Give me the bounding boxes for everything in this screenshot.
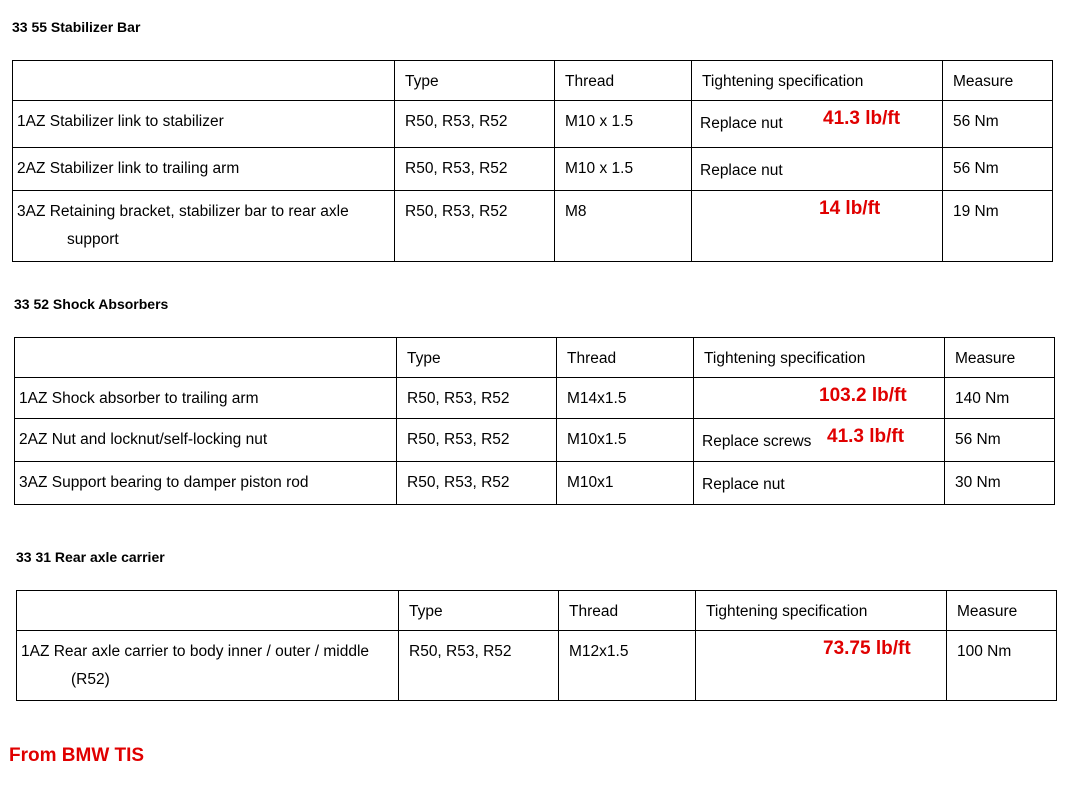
- item-cell: 3AZ Support bearing to damper piston rod: [15, 462, 397, 505]
- header-thread: Thread: [555, 61, 692, 101]
- spec-cell: [692, 191, 943, 262]
- measure-cell: 56 Nm: [943, 101, 1053, 148]
- item-cell: 2AZ Nut and locknut/self-locking nut: [15, 419, 397, 462]
- spec-note: Replace screws: [702, 433, 812, 450]
- spec-cell: [694, 462, 945, 505]
- type-cell: R50, R53, R52: [395, 191, 555, 262]
- item-cell: 3AZ Retaining bracket, stabilizer bar to rear axle support: [13, 191, 395, 262]
- table-header-row: [13, 61, 1053, 101]
- spec-cell: [692, 101, 943, 148]
- measure-cell: 30 Nm: [945, 462, 1055, 505]
- torque-value: 73.75 lb/ft: [823, 638, 911, 659]
- thread-cell: M14x1.5: [557, 378, 694, 419]
- item-cell: 2AZ Stabilizer link to trailing arm: [13, 148, 395, 191]
- section-title-stabilizer-bar: 33 55 Stabilizer Bar: [12, 19, 141, 35]
- header-measure: Measure: [947, 591, 1057, 631]
- table-row: [13, 101, 1053, 148]
- header-thread: Thread: [559, 591, 696, 631]
- type-cell: R50, R53, R52: [395, 101, 555, 148]
- spec-cell: [694, 419, 945, 462]
- torque-value: 41.3 lb/ft: [823, 108, 901, 129]
- measure-cell: 56 Nm: [945, 419, 1055, 462]
- type-cell: R50, R53, R52: [397, 419, 557, 462]
- header-spec: Tightening specification: [694, 338, 945, 378]
- item-cell: 1AZ Rear axle carrier to body inner / outer / middle (R52): [17, 631, 399, 701]
- shock-absorbers-table: [14, 337, 1055, 505]
- table-row: [15, 462, 1055, 505]
- header-item: [13, 61, 395, 101]
- header-spec: Tightening specification: [696, 591, 947, 631]
- measure-cell: 140 Nm: [945, 378, 1055, 419]
- thread-cell: M12x1.5: [559, 631, 696, 701]
- torque-value: 14 lb/ft: [819, 198, 881, 219]
- type-cell: R50, R53, R52: [395, 148, 555, 191]
- spec-note: Replace nut: [702, 476, 785, 493]
- header-type: Type: [399, 591, 559, 631]
- spec-note: Replace nut: [700, 162, 783, 179]
- type-cell: R50, R53, R52: [399, 631, 559, 701]
- table-header-row: [15, 338, 1055, 378]
- source-note: From BMW TIS: [9, 745, 145, 766]
- table-row: [15, 378, 1055, 419]
- header-item: [15, 338, 397, 378]
- measure-cell: 19 Nm: [943, 191, 1053, 262]
- thread-cell: M10 x 1.5: [555, 148, 692, 191]
- table-row: [13, 148, 1053, 191]
- table-header-row: [17, 591, 1057, 631]
- spec-cell: [694, 378, 945, 419]
- thread-cell: M10x1: [557, 462, 694, 505]
- header-spec: Tightening specification: [692, 61, 943, 101]
- spec-note: Replace nut: [700, 115, 783, 132]
- torque-value: 41.3 lb/ft: [827, 426, 905, 447]
- section-title-shock-absorbers: 33 52 Shock Absorbers: [14, 296, 169, 312]
- table-row: [15, 419, 1055, 462]
- table-row: [17, 631, 1057, 701]
- thread-cell: M10 x 1.5: [555, 101, 692, 148]
- header-item: [17, 591, 399, 631]
- spec-cell: [696, 631, 947, 701]
- measure-cell: 100 Nm: [947, 631, 1057, 701]
- thread-cell: M8: [555, 191, 692, 262]
- header-type: Type: [397, 338, 557, 378]
- section-title-rear-axle-carrier: 33 31 Rear axle carrier: [16, 549, 165, 565]
- stabilizer-bar-table: [12, 60, 1053, 262]
- header-thread: Thread: [557, 338, 694, 378]
- rear-axle-carrier-table: [16, 590, 1057, 701]
- thread-cell: M10x1.5: [557, 419, 694, 462]
- item-cell: 1AZ Shock absorber to trailing arm: [15, 378, 397, 419]
- type-cell: R50, R53, R52: [397, 462, 557, 505]
- spec-cell: [692, 148, 943, 191]
- header-type: Type: [395, 61, 555, 101]
- table-row: [13, 191, 1053, 262]
- item-cell: 1AZ Stabilizer link to stabilizer: [13, 101, 395, 148]
- header-measure: Measure: [943, 61, 1053, 101]
- header-measure: Measure: [945, 338, 1055, 378]
- type-cell: R50, R53, R52: [397, 378, 557, 419]
- torque-value: 103.2 lb/ft: [819, 385, 907, 406]
- measure-cell: 56 Nm: [943, 148, 1053, 191]
